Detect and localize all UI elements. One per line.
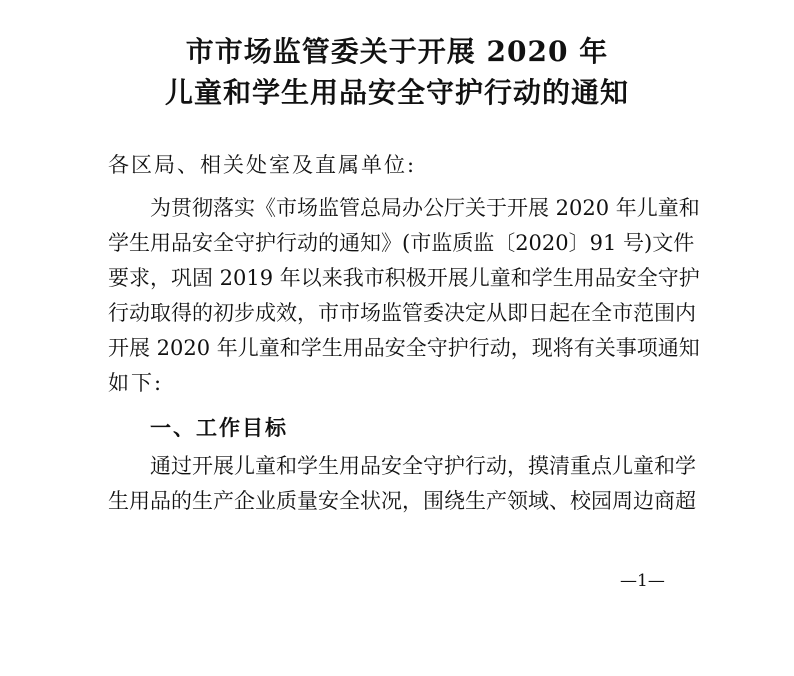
paragraph-1-line-3: 要求，巩固 2019 年以来我市积极开展儿童和学生用品安全守护 [108,266,700,290]
salutation: 各区局、相关处室及直属单位: [108,153,417,177]
section-1-heading: 一、工作目标 [150,415,288,440]
paragraph-1-line-1: 为贯彻落实《市场监管总局办公厅关于开展 2020 年儿童和 [150,196,700,220]
paragraph-1-line-5: 开展 2020 年儿童和学生用品安全守护行动，现将有关事项通知 [108,336,700,360]
document-title-line-2: 儿童和学生用品安全守护行动的通知 [164,76,629,109]
paragraph-1-line-6: 如下: [108,371,164,395]
document-title-line-1: 市市场监管委关于开展 2020 年 [185,35,609,68]
paragraph-2-line-2: 生用品的生产企业质量安全状况，围绕生产领域、校园周边商超 [108,489,696,513]
paragraph-2-line-1: 通过开展儿童和学生用品安全守护行动，摸清重点儿童和学 [150,454,696,478]
paragraph-1-line-4: 行动取得的初步成效，市市场监管委决定从即日起在全市范围内 [108,301,696,325]
page-number: —1— [620,571,665,591]
paragraph-1-line-2: 学生用品安全守护行动的通知》(市监质监〔2020〕91 号)文件 [108,231,695,255]
